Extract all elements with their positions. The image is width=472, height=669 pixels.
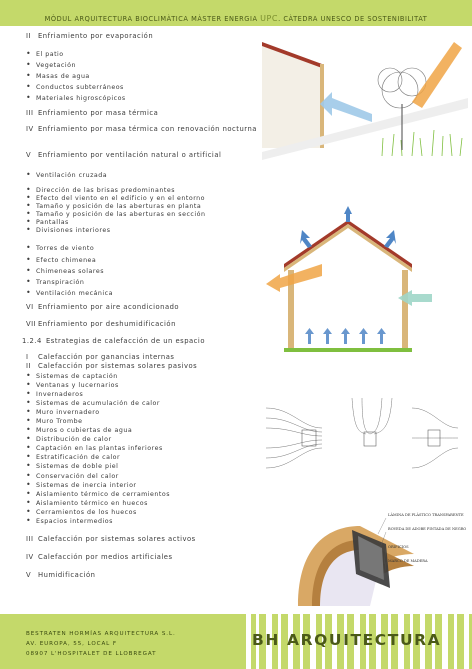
list-item (26, 278, 84, 287)
list-heading (26, 535, 196, 543)
list-heading (26, 303, 179, 311)
list-item (26, 472, 119, 481)
list-text: Tamaño y posición de las aberturas en planta (36, 203, 202, 210)
footer-city: 08907 L'HOSPITALET DE LLOBREGAT (26, 651, 157, 657)
list-text: Espacios intermedios (36, 518, 113, 525)
bullet-icon: • (26, 185, 32, 194)
list-text: Ventilación cruzada (36, 172, 108, 179)
list-item (26, 171, 107, 180)
list-text: Transpiración (36, 279, 85, 286)
bullet-icon: • (26, 71, 32, 80)
list-item (26, 289, 113, 298)
bullet-icon: • (26, 225, 32, 234)
bullet-icon: • (26, 371, 32, 380)
list-heading (22, 337, 205, 345)
footer-company: BESTRATEN HORMÍAS ARQUITECTURA S.L. (26, 631, 176, 637)
list-text: Pantallas (36, 219, 69, 226)
list-text: Conductos subterráneos (36, 84, 124, 91)
label-holes: ORIFICIOS (388, 545, 409, 549)
header-bar (0, 0, 472, 26)
list-text: Estrategias de calefacción de un espacio (46, 337, 205, 345)
list-text: Invernaderos (36, 391, 84, 398)
list-text: Calefacción por sistemas solares pasivos (38, 362, 198, 370)
bullet-icon: • (26, 507, 32, 516)
list-item (26, 381, 119, 390)
list-item (26, 50, 64, 59)
list-text: Sistemas de acumulación de calor (36, 400, 161, 407)
list-item (26, 372, 118, 381)
list-item (26, 490, 170, 499)
bullet-icon: • (26, 255, 32, 264)
list-text: Muro invernadero (36, 409, 100, 416)
list-number: III (26, 109, 34, 117)
list-item (26, 435, 112, 444)
list-heading (26, 571, 95, 579)
bullet-icon: • (26, 60, 32, 69)
list-text: Efecto chimenea (36, 257, 97, 264)
header-title-main: MÒDUL ARQUITECTURA BIOCLIMÀTICA MÀSTER ENERGIA (44, 15, 261, 23)
list-item (26, 399, 160, 408)
list-text: Sistemas de doble piel (36, 463, 119, 470)
list-text: Dirección de las brisas predominantes (36, 187, 175, 194)
bullet-icon: • (26, 416, 32, 425)
bullet-icon: • (26, 489, 32, 498)
list-text: Enfriamiento por aire acondicionado (38, 303, 180, 311)
list-item (26, 508, 137, 517)
list-item (26, 426, 132, 435)
list-number: III (26, 535, 34, 543)
list-text: Enfriamiento por evaporación (38, 32, 154, 40)
bullet-icon: • (26, 425, 32, 434)
list-heading (26, 362, 197, 370)
list-text: Humidificación (38, 571, 96, 579)
list-item (26, 83, 124, 92)
figure-ventilation-house (262, 204, 468, 364)
header-title-tail: . CÀTEDRA UNESCO DE SOSTENIBILITAT (278, 15, 428, 23)
list-item (26, 390, 83, 399)
list-text: Aislamiento térmico de cerramientos (36, 491, 171, 498)
list-heading (26, 32, 153, 40)
list-text: Calefacción por ganancias internas (38, 353, 175, 361)
list-text: Calefacción por medios artificiales (38, 553, 173, 561)
list-heading (26, 353, 174, 361)
list-item (26, 226, 110, 235)
list-number: 1.2.4 (22, 337, 42, 345)
content-area (0, 26, 472, 614)
footer-street: AV. EUROPA, 55, LOCAL F (26, 641, 117, 647)
list-text: Muros o cubiertas de agua (36, 427, 133, 434)
list-number: VII (26, 320, 37, 328)
list-text: Materiales higroscópicos (36, 95, 126, 102)
list-item (26, 517, 113, 526)
bullet-icon: • (26, 277, 32, 286)
list-text: Sistemas de inercia interior (36, 482, 137, 489)
list-item (26, 462, 118, 471)
list-item (26, 256, 96, 265)
bullet-icon: • (26, 209, 32, 218)
bullet-icon: • (26, 434, 32, 443)
list-text: Torres de viento (36, 245, 95, 252)
list-number: VI (26, 303, 34, 311)
list-text: Sistemas de captación (36, 373, 118, 380)
figure-evaporation-section (262, 38, 468, 166)
list-item (26, 417, 82, 426)
bullet-icon: • (26, 480, 32, 489)
list-text: Masas de agua (36, 73, 90, 80)
list-item (26, 94, 126, 103)
bullet-icon: • (26, 201, 32, 210)
list-number: V (26, 571, 32, 579)
figure-airflow-plans (262, 388, 468, 488)
list-item (26, 244, 94, 253)
bullet-icon: • (26, 243, 32, 252)
list-text: Enfriamiento por masa térmica con renovación nocturna (38, 125, 257, 133)
list-item (26, 61, 76, 70)
label-wood-frame: MARCO DE MADERA (388, 559, 428, 563)
list-item (26, 481, 137, 490)
list-number: I (26, 353, 29, 361)
bullet-icon: • (26, 82, 32, 91)
list-heading (26, 320, 176, 328)
brand-logo-text: BH ARQUITECTURA (252, 631, 442, 649)
list-text: Ventilación mecánica (36, 290, 113, 297)
bullet-icon: • (26, 380, 32, 389)
list-text: Enfriamiento por masa térmica (38, 109, 159, 117)
list-number: II (26, 362, 32, 370)
list-heading (26, 553, 173, 561)
bullet-icon: • (26, 471, 32, 480)
list-text: Captación en las plantas inferiores (36, 445, 163, 452)
list-item (26, 72, 90, 81)
list-text: Estratificación de calor (36, 454, 121, 461)
bullet-icon: • (26, 170, 32, 179)
bullet-icon: • (26, 217, 32, 226)
bullet-icon: • (26, 452, 32, 461)
footer-bar (0, 614, 472, 669)
list-text: Cerramientos de los huecos (36, 509, 137, 516)
list-text: Calefacción por sistemas solares activos (38, 535, 196, 543)
list-text: Enfriamiento por ventilación natural o artificial (38, 151, 222, 159)
bullet-icon: • (26, 193, 32, 202)
bullet-icon: • (26, 461, 32, 470)
list-item (26, 408, 100, 417)
list-text: Efecto del viento en el edificio y en el entorno (36, 195, 206, 202)
list-number: IV (26, 553, 34, 561)
list-item (26, 499, 148, 508)
list-number: V (26, 151, 32, 159)
list-text: Distribución de calor (36, 436, 112, 443)
bullet-icon: • (26, 407, 32, 416)
header-title-upc: UPC (260, 14, 279, 23)
list-text: Enfriamiento por deshumidificación (38, 320, 176, 328)
list-heading (26, 151, 221, 159)
list-item (26, 453, 120, 462)
figure-solar-vault (290, 504, 470, 612)
bullet-icon: • (26, 266, 32, 275)
bullet-icon: • (26, 516, 32, 525)
bullet-icon: • (26, 288, 32, 297)
label-adobe-vault: BOVEDA DE ADOBE PINTADA DE NEGRO (388, 527, 467, 531)
list-text: Vegetación (36, 62, 76, 69)
list-number: II (26, 32, 32, 40)
bullet-icon: • (26, 443, 32, 452)
list-text: El patio (36, 51, 64, 58)
list-text: Ventanas y lucernarios (36, 382, 119, 389)
list-item (26, 267, 104, 276)
list-text: Chimeneas solares (36, 268, 104, 275)
bullet-icon: • (26, 498, 32, 507)
header-title (4, 13, 468, 24)
list-text: Divisiones interiores (36, 227, 111, 234)
bullet-icon: • (26, 398, 32, 407)
list-number: IV (26, 125, 34, 133)
list-text: Conservación del calor (36, 473, 119, 480)
list-item (26, 444, 163, 453)
list-text: Aislamiento térmico en huecos (36, 500, 148, 507)
list-text: Muro Trombe (36, 418, 83, 425)
bullet-icon: • (26, 389, 32, 398)
bullet-icon: • (26, 49, 32, 58)
bullet-icon: • (26, 93, 32, 102)
list-heading (26, 125, 266, 133)
label-plastic-sheet: LÁMINA DE PLÁSTICO TRANSPARENTE (388, 513, 464, 517)
list-text: Tamaño y posición de las aberturas en sección (36, 211, 206, 218)
list-heading (26, 109, 158, 117)
